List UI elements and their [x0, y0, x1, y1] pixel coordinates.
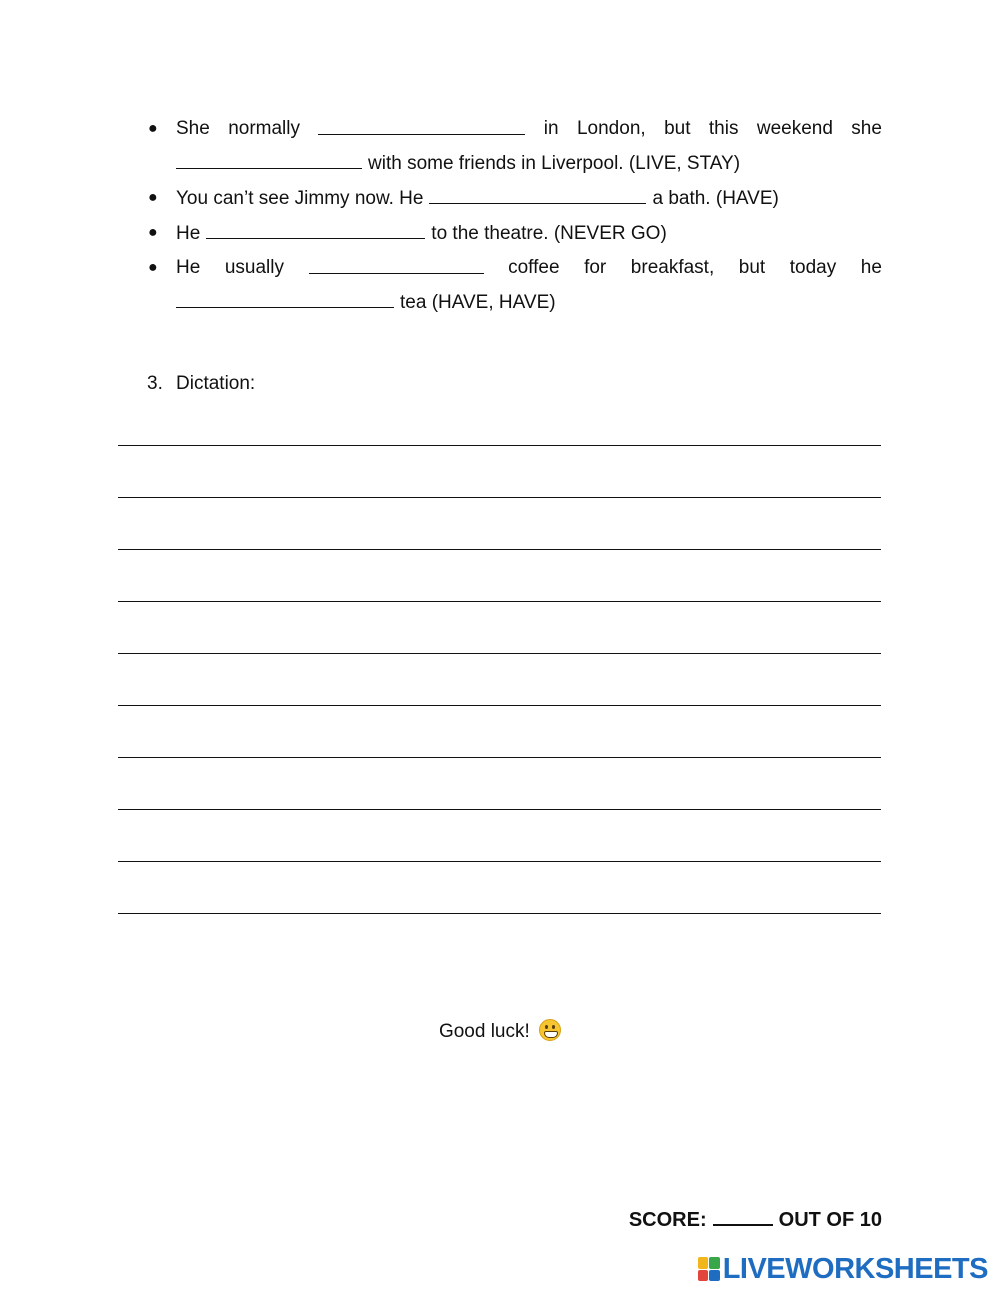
word: breakfast,	[630, 257, 715, 278]
section-number: 3.	[147, 373, 163, 394]
score-blank[interactable]	[713, 1206, 773, 1226]
writing-line[interactable]	[118, 549, 881, 550]
good-luck-message	[0, 1018, 1000, 1046]
answer-blank[interactable]	[318, 112, 525, 135]
score-line	[629, 1206, 882, 1234]
writing-line[interactable]	[118, 653, 881, 654]
word: but	[738, 257, 766, 278]
word: he	[860, 257, 882, 278]
list-item	[145, 112, 882, 181]
word: in	[543, 118, 559, 139]
word: this	[708, 118, 739, 139]
score-total: OUT OF 10	[778, 1209, 882, 1231]
writing-line[interactable]	[118, 705, 881, 706]
word: coffee	[508, 257, 560, 278]
list-item	[145, 216, 882, 251]
brand-logo	[698, 1253, 988, 1285]
writing-line[interactable]	[118, 445, 881, 446]
good-luck-text: Good luck!	[438, 1021, 530, 1042]
grinning-face-icon	[539, 1019, 561, 1041]
bullet-icon: ●	[148, 224, 158, 241]
bullet-icon: ●	[148, 120, 158, 137]
word: London,	[576, 118, 646, 139]
writing-line[interactable]	[118, 601, 881, 602]
dictation-heading	[147, 370, 255, 398]
answer-blank[interactable]	[429, 181, 646, 204]
item-line	[176, 251, 882, 285]
word: she	[851, 118, 882, 139]
answer-blank[interactable]	[176, 285, 394, 308]
brand-name: LIVEWORKSHEETS	[722, 1253, 988, 1285]
writing-line[interactable]	[118, 497, 881, 498]
writing-line[interactable]	[118, 757, 881, 758]
word: normally	[228, 118, 301, 139]
item-text: with some friends in Liverpool. (LIVE, STAY)	[368, 153, 741, 174]
liveworksheets-logo-icon	[698, 1257, 720, 1281]
word: She	[176, 118, 210, 139]
list-item	[145, 251, 882, 320]
section-label: Dictation:	[176, 373, 256, 394]
word: usually	[224, 257, 284, 278]
item-line	[176, 112, 882, 146]
writing-line[interactable]	[118, 861, 881, 862]
item-text: to the theatre. (NEVER GO)	[431, 223, 667, 244]
bullet-icon: ●	[148, 259, 158, 276]
answer-blank[interactable]	[176, 146, 362, 169]
score-label: SCORE:	[628, 1209, 707, 1231]
word: but	[664, 118, 691, 139]
writing-line[interactable]	[118, 809, 881, 810]
item-line	[176, 285, 882, 320]
item-text: He	[176, 223, 201, 244]
answer-blank[interactable]	[309, 251, 484, 274]
item-line	[176, 146, 882, 181]
word: He	[176, 257, 201, 278]
exercise-list	[145, 112, 882, 320]
word: today	[789, 257, 837, 278]
item-text: a bath. (HAVE)	[652, 188, 779, 209]
writing-line[interactable]	[118, 913, 881, 914]
word: weekend	[756, 118, 833, 139]
item-text: You can’t see Jimmy now. He	[176, 188, 424, 209]
answer-blank[interactable]	[206, 216, 425, 239]
list-item	[145, 181, 882, 216]
bullet-icon: ●	[148, 189, 158, 206]
item-text: tea (HAVE, HAVE)	[400, 292, 556, 313]
word: for	[584, 257, 607, 278]
